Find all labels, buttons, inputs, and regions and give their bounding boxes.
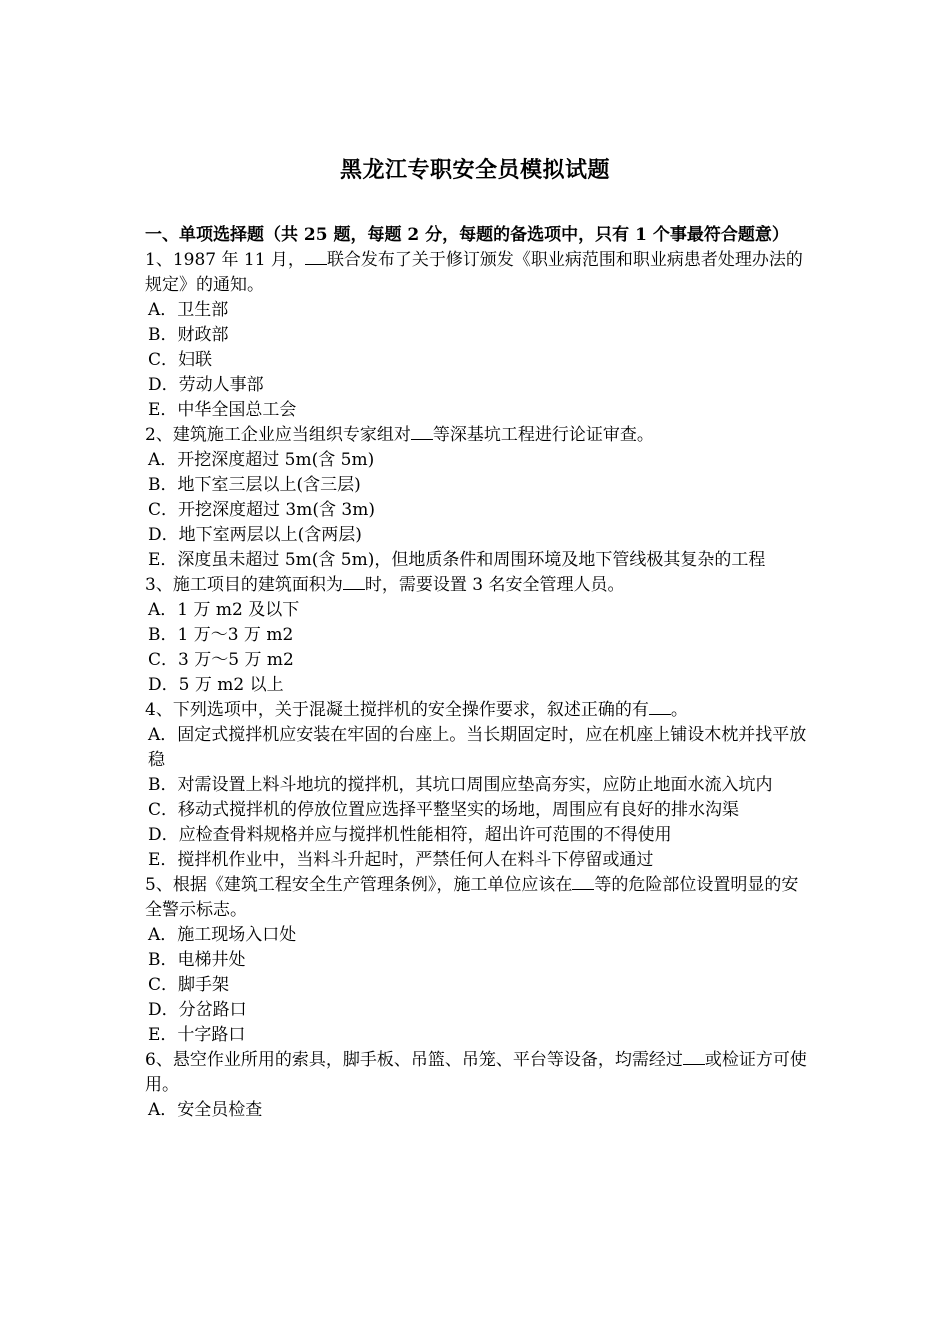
answer-option: D．地下室两层以上(含两层): [148, 525, 362, 545]
answer-option: D．5 万 m2 以上: [148, 675, 284, 695]
answer-option: C．妇联: [148, 350, 213, 370]
question-stem-text: 时，需要设置 3 名安全管理人员。: [364, 575, 625, 595]
question-stem-text: 联合发布了关于修订颁发《职业病范围和职业病患者处理办法的规定》的通知。: [145, 250, 803, 295]
question-stem-text: 6、悬空作业所用的索具，脚手板、吊篮、吊笼、平台等设备，均需经过: [145, 1050, 683, 1070]
answer-option: C．移动式搅拌机的停放位置应选择平整坚实的场地，周围应有良好的排水沟渠: [148, 800, 740, 820]
question-stem-text: 4、下列选项中，关于混凝土搅拌机的安全操作要求，叙述正确的有: [145, 700, 649, 720]
question-stem: [145, 698, 809, 723]
question-stem-text: 5、根据《建筑工程安全生产管理条例》，施工单位应该在: [145, 875, 573, 895]
answer-option: B．对需设置上料斗地坑的搅拌机，其坑口周围应垫高夯实，应防止地面水流入坑内: [148, 775, 773, 795]
answer-option: B．1 万～3 万 m2: [148, 625, 294, 645]
answer-option: E．十字路口: [148, 1025, 246, 1045]
answer-blank: [305, 250, 327, 265]
answer-option: A．1 万 m2 及以下: [148, 600, 300, 620]
answer-option: D．劳动人事部: [148, 375, 264, 395]
question-item: [145, 1048, 809, 1123]
answer-blank: [683, 1050, 705, 1065]
question-item: [145, 423, 809, 573]
question-item: [145, 573, 809, 698]
answer-blank: [649, 700, 671, 715]
answer-blank: [343, 575, 365, 590]
question-stem-text: 1、1987 年 11 月，: [145, 250, 305, 270]
document-title: 黑龙江专职安全员模拟试题: [339, 157, 610, 183]
answer-option: B．电梯井处: [148, 950, 246, 970]
question-stem: [145, 423, 809, 448]
answer-option: C．开挖深度超过 3m(含 3m): [148, 500, 375, 520]
answer-option: E．中华全国总工会: [148, 400, 297, 420]
question-stem: [145, 573, 809, 598]
question-stem: [145, 248, 809, 298]
question-list: [145, 248, 809, 1123]
question-item: [145, 698, 809, 873]
answer-option: C．脚手架: [148, 975, 230, 995]
answer-option: B．财政部: [148, 325, 229, 345]
question-stem-text: 等深基坑工程进行论证审查。: [432, 425, 654, 445]
answer-option: D．应检查骨料规格并应与搅拌机性能相符，超出许可范围的不得使用: [148, 825, 672, 845]
answer-option: A．开挖深度超过 5m(含 5m): [148, 450, 375, 470]
question-stem-text: 3、施工项目的建筑面积为: [145, 575, 343, 595]
document-body: [145, 223, 809, 1123]
answer-option: B．地下室三层以上(含三层): [148, 475, 361, 495]
question-stem-text: 或检证方可使用。: [145, 1050, 807, 1095]
question-stem-text: 。: [670, 700, 688, 720]
answer-option: C．3 万～5 万 m2: [148, 650, 294, 670]
answer-option: A．安全员检查: [148, 1100, 263, 1120]
answer-option: E．深度虽未超过 5m(含 5m)，但地质条件和周围环境及地下管线极其复杂的工程: [148, 550, 766, 570]
answer-option: A．卫生部: [148, 300, 229, 320]
question-stem-text: 等的危险部位设置明显的安全警示标志。: [145, 875, 799, 920]
answer-option: D．分岔路口: [148, 1000, 247, 1020]
answer-option: A．施工现场入口处: [148, 925, 297, 945]
question-stem-text: 2、建筑施工企业应当组织专家组对: [145, 425, 411, 445]
section-heading: 一、单项选择题（共 25 题，每题 2 分，每题的备选项中，只有 1 个事最符合题意）: [145, 225, 789, 245]
question-stem: [145, 1048, 809, 1098]
question-stem: [145, 873, 809, 923]
answer-option: A．固定式搅拌机应安装在牢固的台座上。当长期固定时，应在机座上铺设木枕并找平放稳: [148, 725, 807, 770]
answer-blank: [411, 425, 433, 440]
answer-blank: [572, 875, 594, 890]
answer-option: E．搅拌机作业中，当料斗升起时，严禁任何人在料斗下停留或通过: [148, 850, 654, 870]
question-item: [145, 248, 809, 423]
question-item: [145, 873, 809, 1048]
